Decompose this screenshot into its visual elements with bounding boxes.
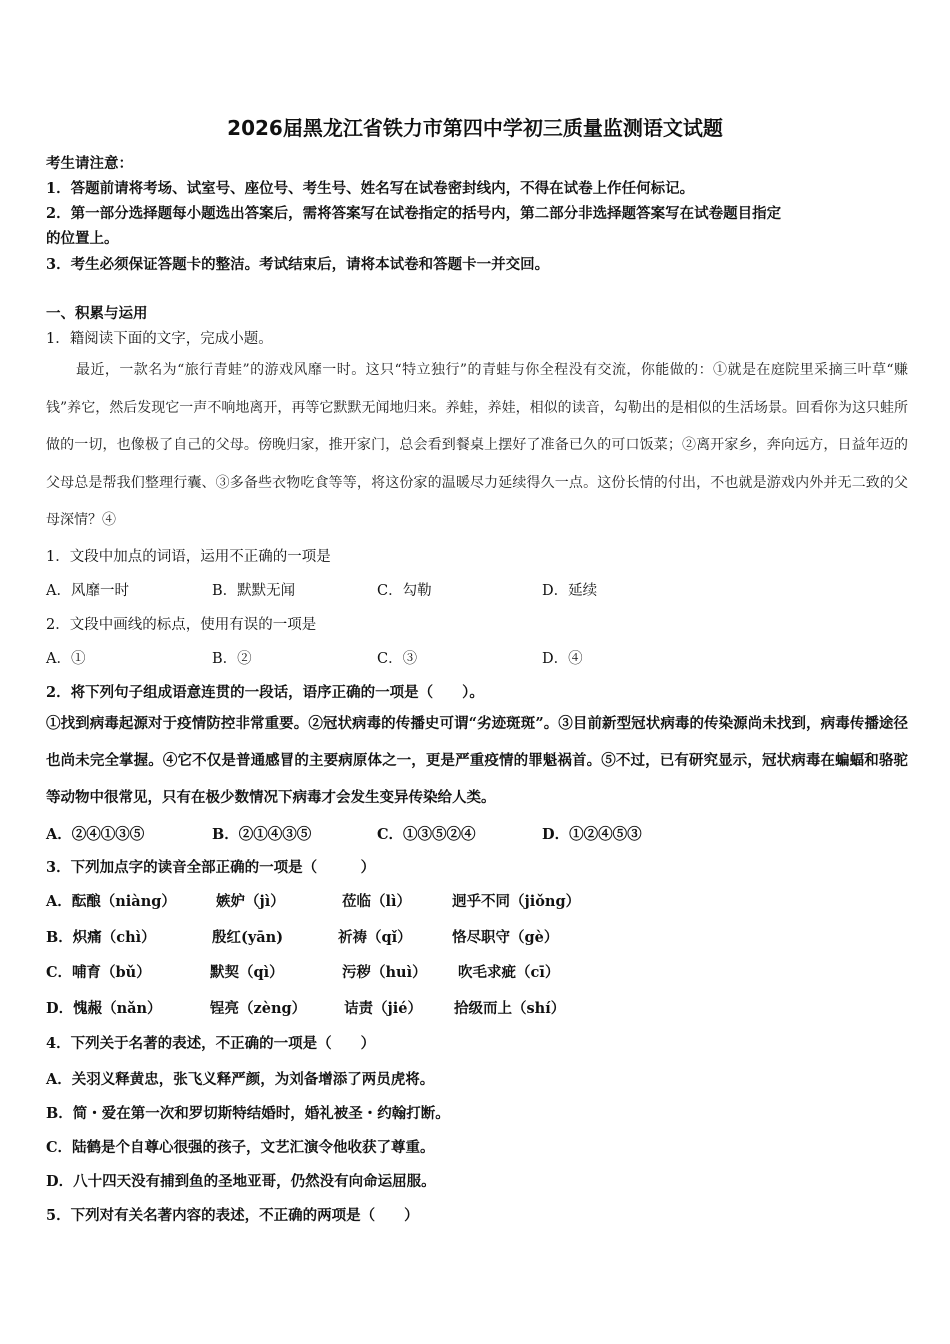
q3-item: 拾级而上（shí） [454,1000,566,1017]
q4-option-a[interactable]: A．关羽义释黄忠，张飞义释严颜，为刘备增添了两员虎将。 [46,1071,435,1088]
q3-item: 祈祷（qǐ） [338,929,412,946]
q5-stem: 5．下列对有关名著内容的表述，不正确的两项是（ ） [46,1207,419,1224]
q4-option-c[interactable]: C．陆鹤是个自尊心很强的孩子，文艺汇演令他收获了尊重。 [46,1139,435,1156]
option-c[interactable]: C．③ [377,651,418,667]
q4-option-d[interactable]: D．八十四天没有捕到鱼的圣地亚哥，仍然没有向命运屈服。 [46,1173,436,1190]
q3-item: 污秽（huì） [342,964,427,981]
option-b[interactable]: B．②①④③⑤ [212,826,312,843]
q3-item: 嫉妒（jì） [216,893,285,910]
q2-body: ①找到病毒起源对于疫情防控非常重要。②冠状病毒的传播史可谓“劣迹斑斑”。③目前新型冠状病毒的传染源尚未找到，病毒传播途径也尚未完全掌握。④它不仅是普通感冒的主要病原体之一，更是严重疫情的罪魁祸首。⑤不过，已有研究显示，冠状病毒在蝙蝠和骆驼等动物中很常见，只有在极少数情况下病毒才会发生变异传染给人类。 [46,715,908,806]
q2-stem: 2．将下列句子组成语意连贯的一段话，语序正确的一项是（ ）。 [46,684,484,701]
q4-stem: 4．下列关于名著的表述，不正确的一项是（ ） [46,1035,376,1052]
option-d[interactable]: D．延续 [542,583,598,599]
q1-stem: 1．籍阅读下面的文字，完成小题。 [46,331,273,347]
notice-item-3: 3．考生必须保证答题卡的整洁。考试结束后，请将本试卷和答题卡一并交回。 [46,256,550,273]
option-b[interactable]: B．② [212,651,252,667]
option-c[interactable]: C．①③⑤②④ [377,826,476,843]
q1-sub1-stem: 1．文段中加点的词语，运用不正确的一项是 [46,549,331,565]
q3-item: 莅临（lì） [342,893,412,910]
q3-item: 殷红(yān) [212,929,284,946]
page-title: 2026届黑龙江省铁力市第四中学初三质量监测语文试题 [227,116,723,140]
option-a[interactable]: A．① [46,651,86,667]
option-c[interactable]: C．勾勒 [377,583,432,599]
q3-item: A．酝酿（niàng） [46,893,176,910]
notice-item-2-cont: 的位置上。 [46,230,119,247]
q1-sub2-stem: 2．文段中画线的标点，使用有误的一项是 [46,617,317,633]
notice-heading: 考生请注意： [46,155,133,172]
q3-stem: 3．下列加点字的读音全部正确的一项是（ ） [46,859,376,876]
q3-item: 锃亮（zèng） [210,1000,307,1017]
option-a[interactable]: A．②④①③⑤ [46,826,145,843]
option-d[interactable]: D．①②④⑤③ [542,826,642,843]
section-heading: 一、积累与运用 [46,305,148,322]
option-d[interactable]: D．④ [542,651,583,667]
notice-item-2: 2．第一部分选择题每小题选出答案后，需将答案写在试卷指定的括号内，第二部分非选择题答案写在试卷题目指定 [46,205,782,222]
q3-item: C．哺育（bǔ） [46,964,151,981]
option-a[interactable]: A．风靡一时 [46,583,129,599]
q3-item: B．炽痛（chì） [46,929,156,946]
q4-option-b[interactable]: B．简・爱在第一次和罗切斯特结婚时，婚礼被圣・约翰打断。 [46,1105,450,1122]
notice-item-1: 1．答题前请将考场、试室号、座位号、考生号、姓名写在试卷密封线内，不得在试卷上作任何标记。 [46,180,695,197]
option-b[interactable]: B．默默无闻 [212,583,296,599]
q3-item: 迥乎不同（jiǒng） [452,893,581,910]
q1-passage: 最近，一款名为“旅行青蛙”的游戏风靡一时。这只“特立独行”的青蛙与你全程没有交流，你能做的：①就是在庭院里采摘三叶草“赚钱”养它，然后发现它一声不响地离开，再等它默默无闻地归来。养蛙，养娃，相似的读音，勾勒出的是相似的生活场景。回看你为这只蛙所做的一切，也像极了自己的父母。傍晚归家，推开家门，总会看到餐桌上摆好了准备已久的可口饭菜；②离开家乡，奔向远方，日益年迈的父母总是帮我们整理行囊、③多备些衣物吃食等等，将这份家的温暖尽力延续得久一点。这份长情的付出，不也就是游戏内外并无二致的父母深情？④ [46,362,908,528]
q3-item: 默契（qì） [210,964,284,981]
q3-item: 吹毛求疵（cī） [458,964,560,981]
q3-item: 诘责（jié） [344,1000,422,1017]
q3-item: D．愧赧（nǎn） [46,1000,162,1017]
q3-item: 恪尽职守（gè） [452,929,559,946]
